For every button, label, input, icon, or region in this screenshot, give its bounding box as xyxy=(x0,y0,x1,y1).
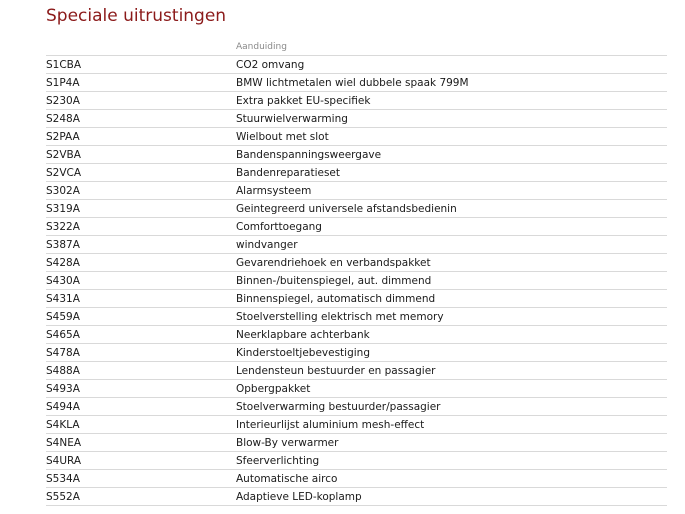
option-code: S488A xyxy=(46,362,236,380)
option-code: S2VCA xyxy=(46,164,236,182)
option-description: Automatische airco xyxy=(236,470,667,488)
option-code: S494A xyxy=(46,398,236,416)
option-code: S302A xyxy=(46,182,236,200)
table-header-row xyxy=(46,38,667,56)
table-row xyxy=(46,254,667,272)
table-row xyxy=(46,362,667,380)
table-row xyxy=(46,470,667,488)
page-title: Speciale uitrustingen xyxy=(46,6,227,26)
option-code: S534A xyxy=(46,470,236,488)
option-description: Geintegreerd universele afstandsbedienin xyxy=(236,200,667,218)
table-row xyxy=(46,434,667,452)
option-code: S2PAA xyxy=(46,128,236,146)
option-description: Gevarendriehoek en verbandspakket xyxy=(236,254,667,272)
table-row xyxy=(46,236,667,254)
option-description: Bandenspanningsweergave xyxy=(236,146,667,164)
table-row xyxy=(46,344,667,362)
table-row xyxy=(46,272,667,290)
table-row xyxy=(46,380,667,398)
option-code: S387A xyxy=(46,236,236,254)
option-code: S4URA xyxy=(46,452,236,470)
option-code: S1P4A xyxy=(46,74,236,92)
option-description: Interieurlijst aluminium mesh-effect xyxy=(236,416,667,434)
option-description: Lendensteun bestuurder en passagier xyxy=(236,362,667,380)
option-description: Neerklapbare achterbank xyxy=(236,326,667,344)
option-code: S2VBA xyxy=(46,146,236,164)
option-code: S430A xyxy=(46,272,236,290)
equipment-table xyxy=(46,38,667,506)
option-description: Sfeerverlichting xyxy=(236,452,667,470)
option-description: BMW lichtmetalen wiel dubbele spaak 799M xyxy=(236,74,667,92)
table-row xyxy=(46,218,667,236)
option-description: Binnen-/buitenspiegel, aut. dimmend xyxy=(236,272,667,290)
option-code: S428A xyxy=(46,254,236,272)
table-row xyxy=(46,290,667,308)
table-row xyxy=(46,182,667,200)
option-code: S230A xyxy=(46,92,236,110)
option-description: Adaptieve LED-koplamp xyxy=(236,488,667,506)
column-header-description: Aanduiding xyxy=(236,38,667,56)
option-description: Alarmsysteem xyxy=(236,182,667,200)
option-code: S319A xyxy=(46,200,236,218)
table-row xyxy=(46,110,667,128)
table-row xyxy=(46,164,667,182)
option-description: Stoelverwarming bestuurder/passagier xyxy=(236,398,667,416)
table-row xyxy=(46,146,667,164)
option-code: S248A xyxy=(46,110,236,128)
option-code: S322A xyxy=(46,218,236,236)
option-code: S478A xyxy=(46,344,236,362)
option-description: Wielbout met slot xyxy=(236,128,667,146)
option-code: S431A xyxy=(46,290,236,308)
option-code: S465A xyxy=(46,326,236,344)
option-description: Extra pakket EU-specifiek xyxy=(236,92,667,110)
option-description: windvanger xyxy=(236,236,667,254)
option-description: Bandenreparatieset xyxy=(236,164,667,182)
table-row xyxy=(46,200,667,218)
table-row xyxy=(46,416,667,434)
table-row xyxy=(46,74,667,92)
option-code: S4NEA xyxy=(46,434,236,452)
option-description: Opbergpakket xyxy=(236,380,667,398)
option-description: Comforttoegang xyxy=(236,218,667,236)
option-code: S459A xyxy=(46,308,236,326)
table-row xyxy=(46,308,667,326)
table-row xyxy=(46,92,667,110)
table-row xyxy=(46,398,667,416)
option-description: Kinderstoeltjebevestiging xyxy=(236,344,667,362)
table-row xyxy=(46,56,667,74)
table-row xyxy=(46,326,667,344)
column-header-code xyxy=(46,38,236,56)
option-description: Stoelverstelling elektrisch met memory xyxy=(236,308,667,326)
option-description: Binnenspiegel, automatisch dimmend xyxy=(236,290,667,308)
option-code: S1CBA xyxy=(46,56,236,74)
option-code: S493A xyxy=(46,380,236,398)
option-description: CO2 omvang xyxy=(236,56,667,74)
option-code: S552A xyxy=(46,488,236,506)
option-code: S4KLA xyxy=(46,416,236,434)
table-row xyxy=(46,488,667,506)
option-description: Blow-By verwarmer xyxy=(236,434,667,452)
option-description: Stuurwielverwarming xyxy=(236,110,667,128)
table-row xyxy=(46,128,667,146)
table-row xyxy=(46,452,667,470)
